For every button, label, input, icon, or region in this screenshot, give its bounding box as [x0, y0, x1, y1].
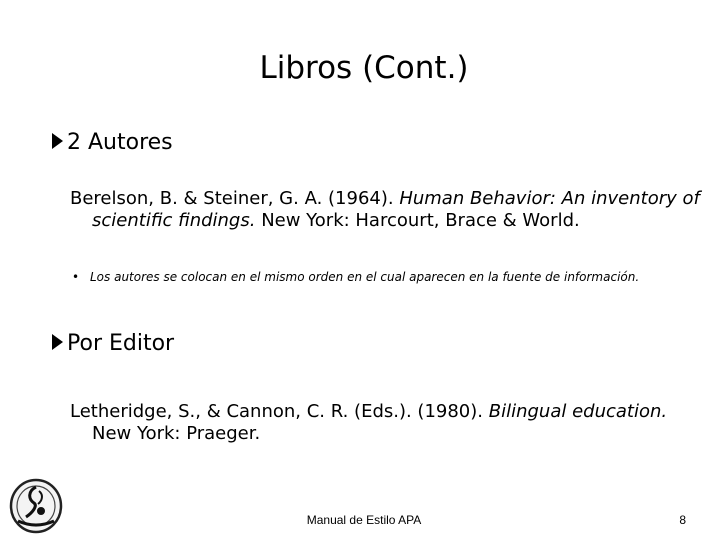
- section-heading-label: 2 Autores: [67, 130, 173, 155]
- reference-title-italic: Bilingual education.: [488, 401, 668, 422]
- reference-editor: [70, 401, 712, 445]
- reference-text: Letheridge, S., & Cannon, C. R. (Eds.). (1980).: [70, 401, 489, 422]
- slide-title: Libros (Cont.): [259, 50, 469, 86]
- section-heading-label: Por Editor: [67, 331, 175, 356]
- reference-publisher: New York: Praeger.: [92, 423, 261, 444]
- triangle-bullet-icon: [52, 334, 63, 350]
- note-text: Los autores se colocan en el mismo orden en el cual aparecen en la fuente de información.: [90, 270, 640, 284]
- reference-publisher: New York: Harcourt, Brace & World.: [255, 210, 580, 231]
- reference-two-authors: [70, 188, 712, 232]
- note-bullet: [72, 270, 652, 284]
- footer-title: Manual de Estilo APA: [306, 513, 422, 527]
- triangle-bullet-icon: [52, 133, 63, 149]
- reference-title-italic: Human Behavior: An inventory of scientific findings.: [92, 188, 700, 231]
- bullet-dot-icon: •: [72, 270, 80, 284]
- page-number: 8: [679, 513, 686, 527]
- section-heading-two-authors: [52, 129, 173, 157]
- reference-text: Berelson, B. & Steiner, G. A. (1964).: [70, 188, 400, 209]
- section-heading-editor: [52, 330, 174, 358]
